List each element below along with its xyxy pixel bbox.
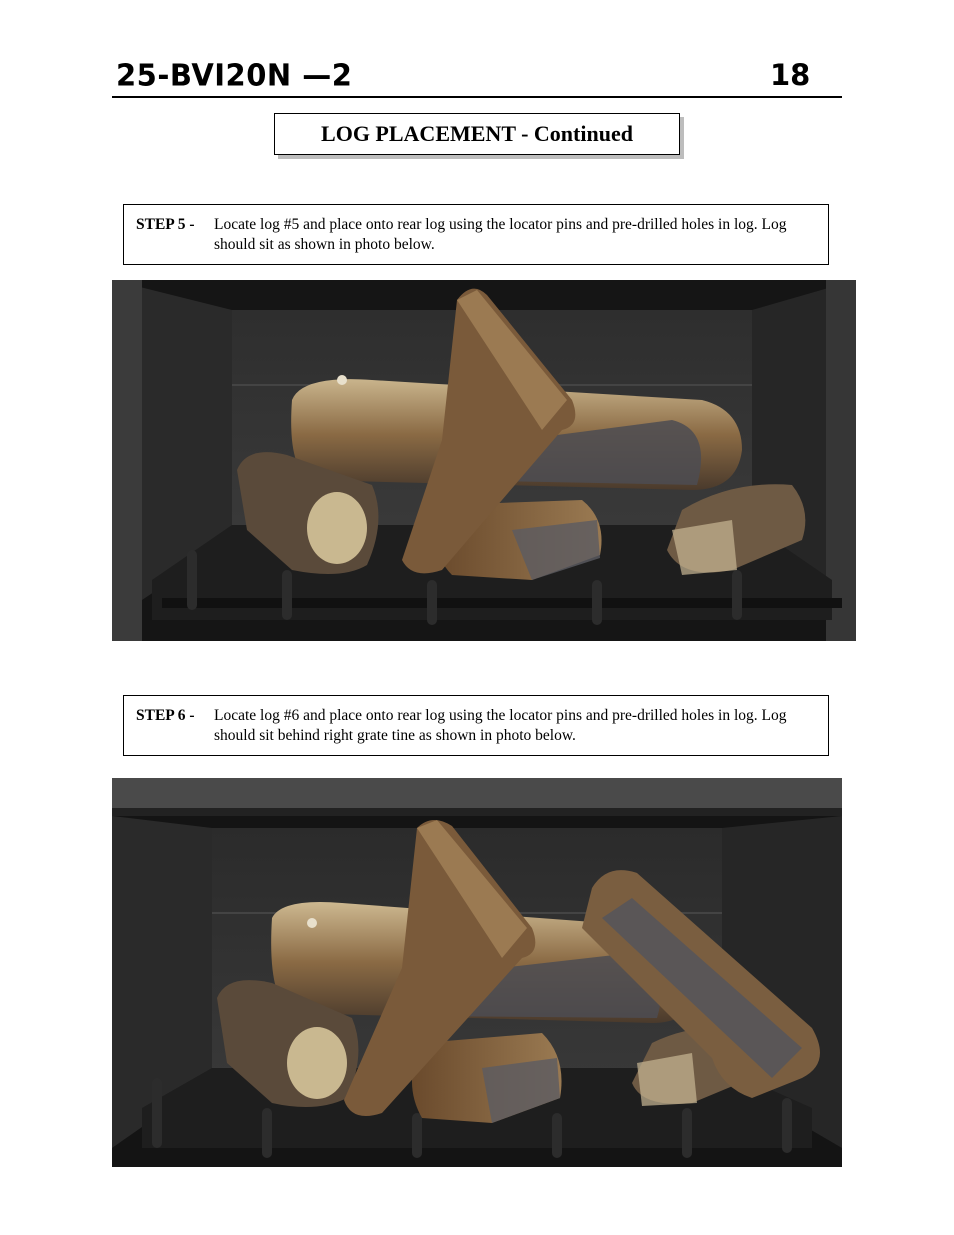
header-rule [112,96,842,98]
step-5-box [123,204,829,265]
step-6-photo [112,778,842,1167]
step-5-text: Locate log #5 and place onto rear log using the locator pins and pre-drilled holes in log. Log should sit as shown in photo below. [214,216,787,253]
doc-title: 25-BVI20N —2 [116,57,353,93]
step-6-box [123,695,829,756]
step-6-text: Locate log #6 and place onto rear log using the locator pins and pre-drilled holes in log. Log should sit behind right grate tine as shown in photo below. [214,707,787,744]
section-title: LOG PLACEMENT - Continued [321,121,633,146]
section-title-box [274,113,680,155]
step-6-label: STEP 6 - [136,707,195,724]
page-number: 18 [770,58,811,92]
step-5-label: STEP 5 - [136,216,195,233]
step-5-photo-illustration [112,280,856,641]
step-5-photo [112,280,856,641]
step-6-photo-illustration [112,778,842,1167]
